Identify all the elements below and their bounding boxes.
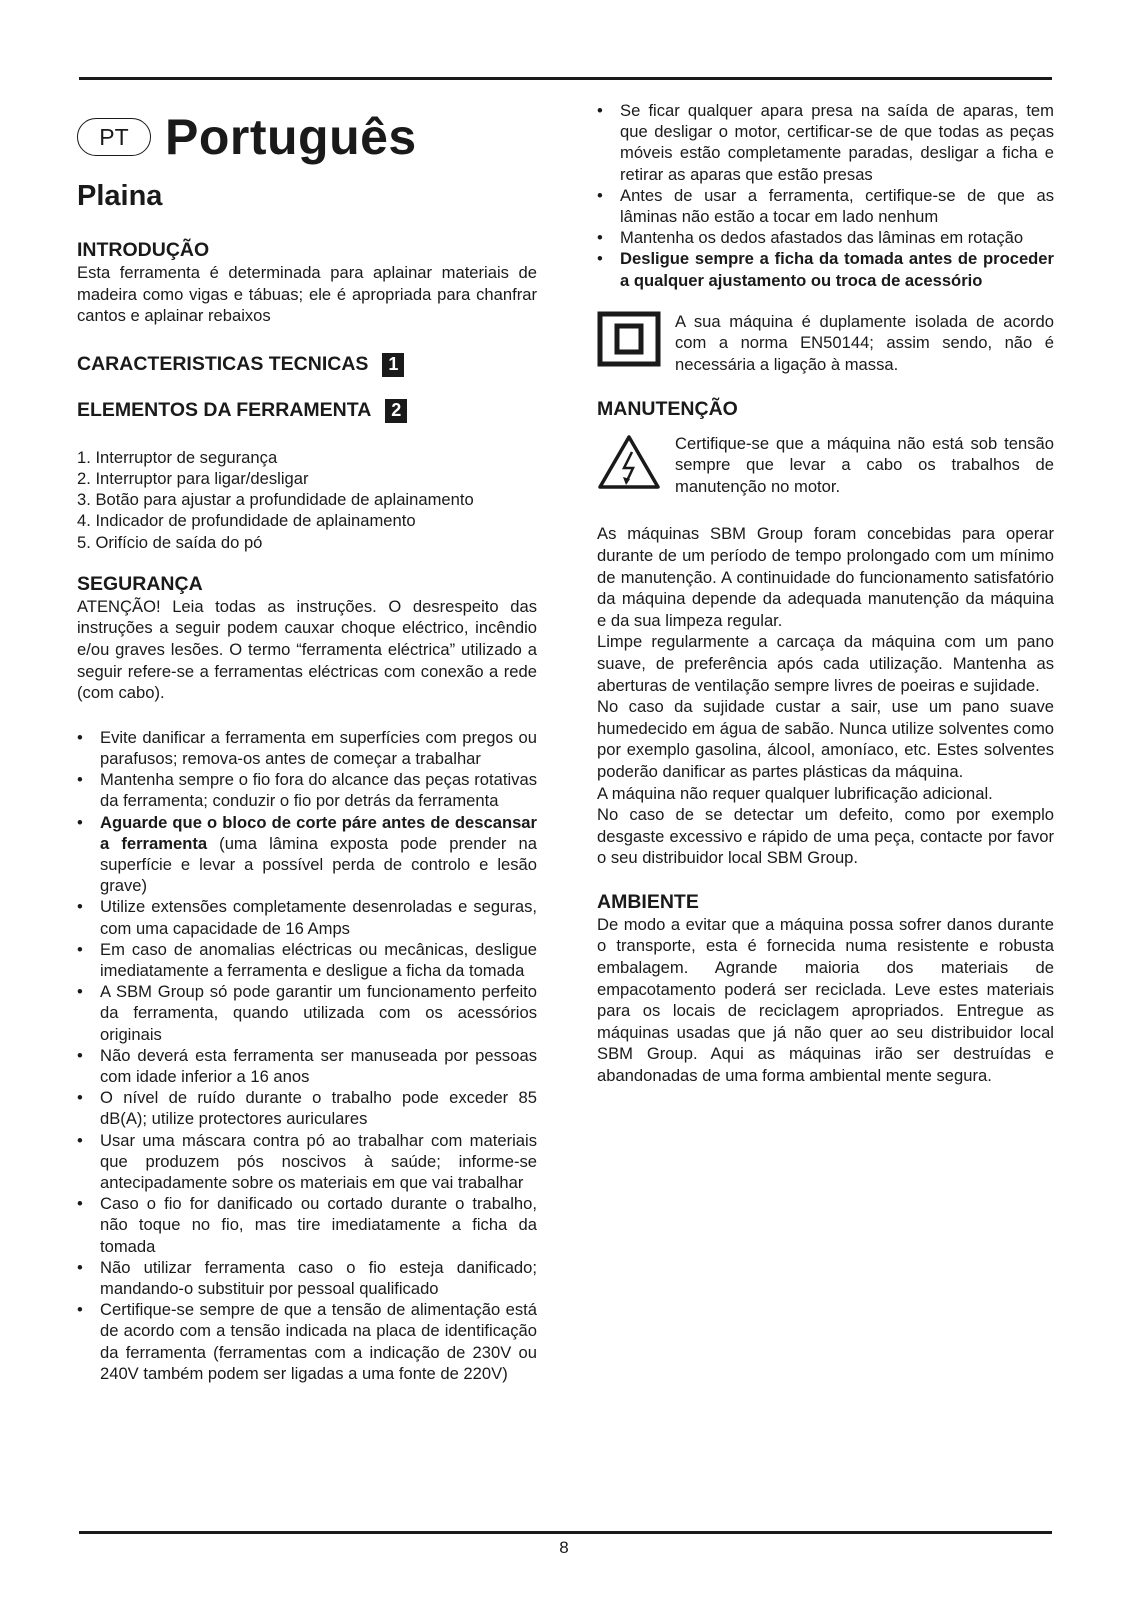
top-rule bbox=[79, 77, 1052, 80]
figure-ref-badge: 2 bbox=[385, 399, 407, 423]
elements-heading bbox=[77, 399, 537, 423]
list-item: • Em caso de anomalias eléctricas ou mecânicas, desligue imediatamente a ferramenta e desligue a ficha da tomada bbox=[77, 939, 537, 981]
double-insulation-text: A sua máquina é duplamente isolada de acordo com a norma EN50144; assim sendo, não é necessária a ligação à massa. bbox=[675, 311, 1054, 375]
right-column bbox=[597, 100, 1054, 1087]
maintenance-paragraph: No caso da sujidade custar a sair, use um pano suave humedecido em água de sabão. Nunca utilize solventes como por exemplo gasolina, álcool, amoníaco, etc. Estes solventes poderão danificar as partes plásticas da máquina. bbox=[597, 697, 1054, 781]
list-item bbox=[77, 812, 537, 897]
safety-warning-text: ATENÇÃO! Leia todas as instruções. O desrespeito das instruções a seguir podem cauxar choque eléctrico, incêndio e/ou graves lesões. O termo “ferramenta eléctrica” utilizado a seguir refere-se a ferramentas eléctricas com conexão a rede (com cabo). bbox=[77, 596, 537, 703]
bold-text: Aguarde que o bloco de corte páre antes de descansar a ferramenta bbox=[100, 812, 537, 853]
electric-hazard-warning-icon bbox=[597, 433, 661, 496]
maintenance-warning-text: Certifique-se que a máquina não está sob tensão sempre que levar a cabo os trabalhos de manutenção no motor. bbox=[675, 433, 1054, 496]
list-item: 1. Interruptor de segurança bbox=[77, 447, 278, 467]
list-item: • A SBM Group só pode garantir um funcionamento perfeito da ferramenta, quando utilizada com os acessórios originais bbox=[77, 981, 537, 1045]
maintenance-warning bbox=[597, 433, 1054, 498]
maintenance-paragraph: A máquina não requer qualquer lubrificação adicional. bbox=[597, 783, 993, 803]
bold-text: Desligue sempre a ficha da tomada antes de proceder a qualquer ajustamento ou troca de acessório bbox=[620, 249, 1054, 290]
list-item-rest: (uma lâmina exposta pode prender na superfície e levar a possível perda de controlo e lesão grave) bbox=[100, 833, 537, 896]
double-insulation-icon bbox=[597, 311, 661, 372]
tool-parts-list bbox=[77, 447, 537, 553]
list-item: • Não utilizar ferramenta caso o fio esteja danificado; mandando-o substituir por pessoal qualificado bbox=[77, 1257, 537, 1299]
list-item: • Mantenha os dedos afastados das lâminas em rotação bbox=[597, 227, 1054, 248]
elements-heading-label: ELEMENTOS DA FERRAMENTA bbox=[77, 399, 372, 422]
page-number: 8 bbox=[559, 1538, 569, 1557]
list-item: 3. Botão para ajustar a profundidade de aplainamento bbox=[77, 490, 474, 510]
safety-heading: SEGURANÇA bbox=[77, 572, 203, 595]
list-item: 4. Indicador de profundidade de aplainamento bbox=[77, 511, 416, 531]
list-item: • Evite danificar a ferramenta em superfícies com pregos ou parafusos; remova-os antes de começar a trabalhar bbox=[77, 727, 537, 769]
list-item: • Caso o fio for danificado ou cortado durante o trabalho, não toque no fio, mas tire imediatamente a ficha da tomada bbox=[77, 1193, 537, 1257]
list-item: 2. Interruptor para ligar/desligar bbox=[77, 468, 309, 488]
list-item: • O nível de ruído durante o trabalho pode exceder 85 dB(A); utilize protectores auriculares bbox=[77, 1087, 537, 1129]
list-item: • Usar uma máscara contra pó ao trabalhar com materiais que produzem pós noscivos à saúde; informe-se antecipadamente sobre os materiais em que vai trabalhar bbox=[77, 1130, 537, 1194]
environment-text: De modo a evitar que a máquina possa sofrer danos durante o transporte, esta é fornecida numa resistente e robusta embalagem. Agrande maioria dos materiais de empacotamento poderá ser reciclada. Leve estes materiais para os locais de reciclagem apropriados. Entregue as máquinas usadas que já não quer ao seu distribuidor local SBM Group. Aqui as máquinas irão ser destruídas e abandonadas de uma forma ambiental mente segura. bbox=[597, 914, 1054, 1086]
list-item: • Se ficar qualquer apara presa na saída de aparas, tem que desligar o motor, certificar-se de que todas as peças móveis estão completamente paradas, desligar a ficha e retirar as aparas que estão presas bbox=[597, 100, 1054, 185]
features-heading bbox=[77, 353, 537, 377]
language-code-badge: PT bbox=[77, 118, 151, 156]
language-header bbox=[77, 104, 537, 170]
language-name: Português bbox=[165, 109, 417, 165]
features-heading-label: CARACTERISTICAS TECNICAS bbox=[77, 353, 369, 376]
list-item: • Mantenha sempre o fio fora do alcance das peças rotativas da ferramenta; conduzir o fio por detrás da ferramenta bbox=[77, 769, 537, 811]
list-item: 5. Orifício de saída do pó bbox=[77, 532, 263, 552]
figure-ref-badge: 1 bbox=[382, 353, 404, 377]
maintenance-heading: MANUTENÇÃO bbox=[597, 397, 738, 420]
list-item: • Utilize extensões completamente desenroladas e seguras, com uma capacidade de 16 Amps bbox=[77, 896, 537, 938]
maintenance-text bbox=[597, 523, 1054, 869]
list-item bbox=[597, 248, 1054, 290]
list-item: • Certifique-se sempre de que a tensão de alimentação está de acordo com a tensão indicada na placa de identificação da ferramenta (ferramentas com a indicação de 230V ou 240V também podem ser ligadas a uma fonte de 220V) bbox=[77, 1299, 537, 1384]
bottom-rule bbox=[79, 1531, 1052, 1534]
document-title: Plaina bbox=[77, 180, 163, 212]
double-insulation-notice bbox=[597, 311, 1054, 376]
safety-bullet-list bbox=[77, 727, 537, 1384]
environment-heading: AMBIENTE bbox=[597, 890, 699, 913]
maintenance-paragraph: As máquinas SBM Group foram concebidas para operar durante de um período de tempo prolongado com um mínimo de manutenção. A continuidade do funcionamento satisfatório da máquina depende da adequada manutenção da máquina e da sua limpeza regular. bbox=[597, 524, 1054, 630]
intro-heading: INTRODUÇÃO bbox=[77, 239, 210, 261]
maintenance-paragraph: No caso de se detectar um defeito, como por exemplo desgaste excessivo e rápido de uma peça, contacte por favor o seu distribuidor local SBM Group. bbox=[597, 805, 1054, 868]
maintenance-paragraph: Limpe regularmente a carcaça da máquina com um pano suave, de preferência após cada utilização. Mantenha as aberturas de ventilação sempre livres de poeiras e sujidade. bbox=[597, 632, 1054, 695]
list-item: • Não deverá esta ferramenta ser manuseada por pessoas com idade inferior a 16 anos bbox=[77, 1045, 537, 1087]
left-column bbox=[77, 100, 537, 1384]
list-item: • Antes de usar a ferramenta, certifique-se de que as lâminas não estão a tocar em lado nenhum bbox=[597, 185, 1054, 227]
intro-text: Esta ferramenta é determinada para aplainar materiais de madeira como vigas e tábuas; ele é apropriada para chanfrar cantos e aplainar rebaixos bbox=[77, 263, 537, 326]
safety-bullet-list-continued bbox=[597, 100, 1054, 291]
